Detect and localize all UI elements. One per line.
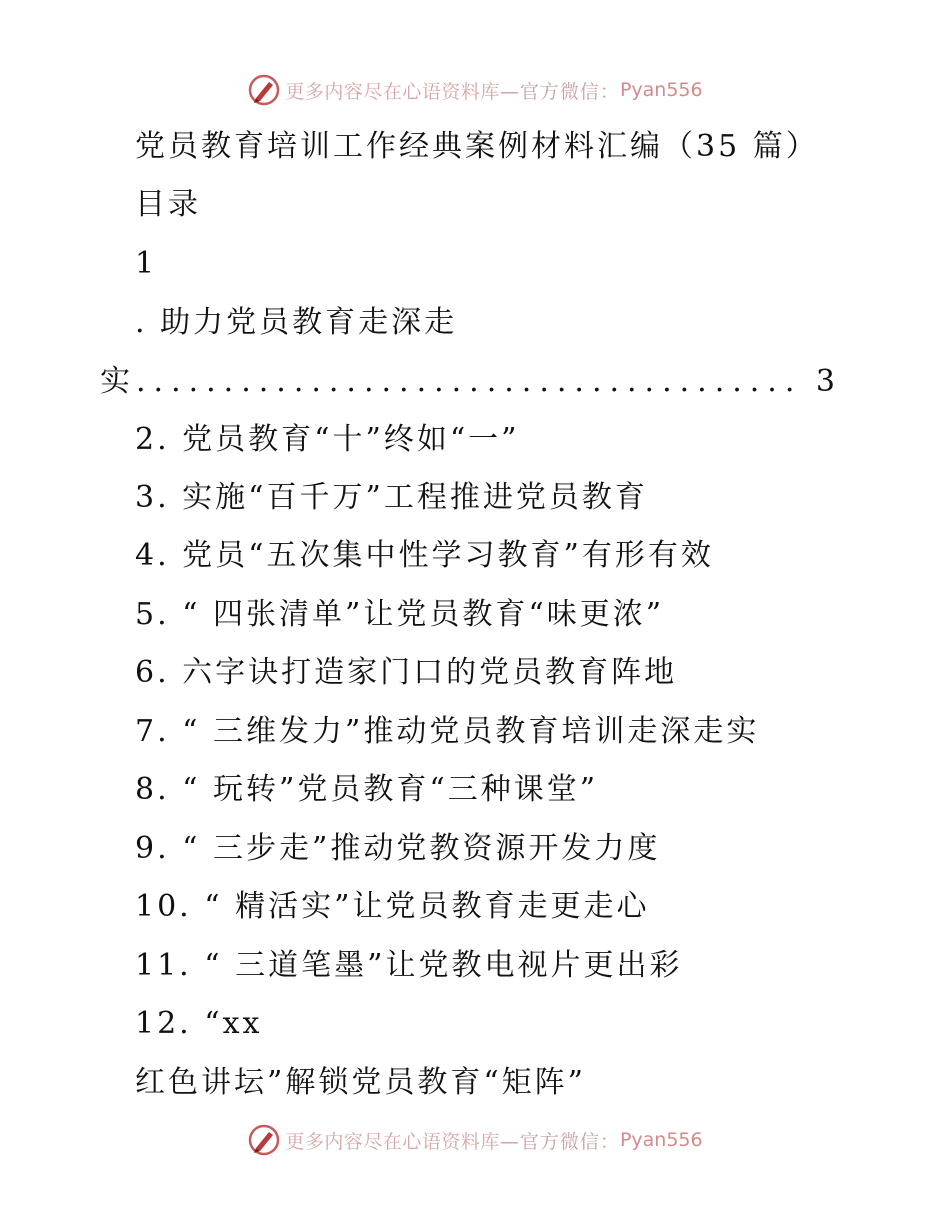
watermark-banner-bottom (0, 1120, 950, 1160)
toc-item: 11. “ 三道笔墨”让党教电视片更出彩 (135, 948, 683, 983)
watermark-separator: —官方微信： (499, 80, 620, 103)
toc-item-1-tail: 实 (100, 364, 130, 399)
toc-item: 7. “ 三维发力”推动党员教育培训走深走实 (135, 714, 760, 749)
toc-item: 10. “ 精活实”让党员教育走更走心 (135, 889, 650, 924)
toc-dot-leader: ...................................... (136, 364, 803, 399)
watermark-handle: Pyan556 (619, 1129, 703, 1151)
watermark-site-name: 更多内容尽在心语资料库 (285, 1130, 500, 1153)
pen-logo-icon (247, 1123, 281, 1157)
toc-item: 2. 党员教育“十”终如“一” (135, 422, 520, 457)
toc-item-1-number: 1 (135, 246, 158, 281)
pen-logo-icon (247, 73, 281, 107)
document-title: 党员教育培训工作经典案例材料汇编（35 篇） (135, 129, 819, 164)
toc-item: 12. “xx (135, 1006, 263, 1041)
watermark-separator: —官方微信： (499, 1130, 620, 1153)
toc-item: 9. “ 三步走”推动党教资源开发力度 (135, 831, 661, 866)
toc-item-1-page: 3 (815, 364, 835, 399)
watermark-site-name: 更多内容尽在心语资料库 (285, 80, 500, 103)
toc-heading: 目录 (135, 187, 201, 222)
toc-item: 4. 党员“五次集中性学习教育”有形有效 (135, 538, 714, 573)
toc-item-1-text: . 助力党员教育走深走 (135, 305, 458, 340)
watermark-banner-top (0, 70, 950, 110)
toc-item: 6. 六字诀打造家门口的党员教育阵地 (135, 655, 678, 690)
toc-item: 5. “ 四张清单”让党员教育“味更浓” (135, 597, 665, 632)
toc-item: 8. “ 玩转”党员教育“三种课堂” (135, 772, 599, 807)
toc-item: 红色讲坛”解锁党员教育“矩阵” (135, 1065, 587, 1100)
toc-item-1-continuation (100, 362, 835, 402)
toc-item: 3. 实施“百千万”工程推进党员教育 (135, 480, 648, 515)
watermark-handle: Pyan556 (619, 79, 703, 101)
